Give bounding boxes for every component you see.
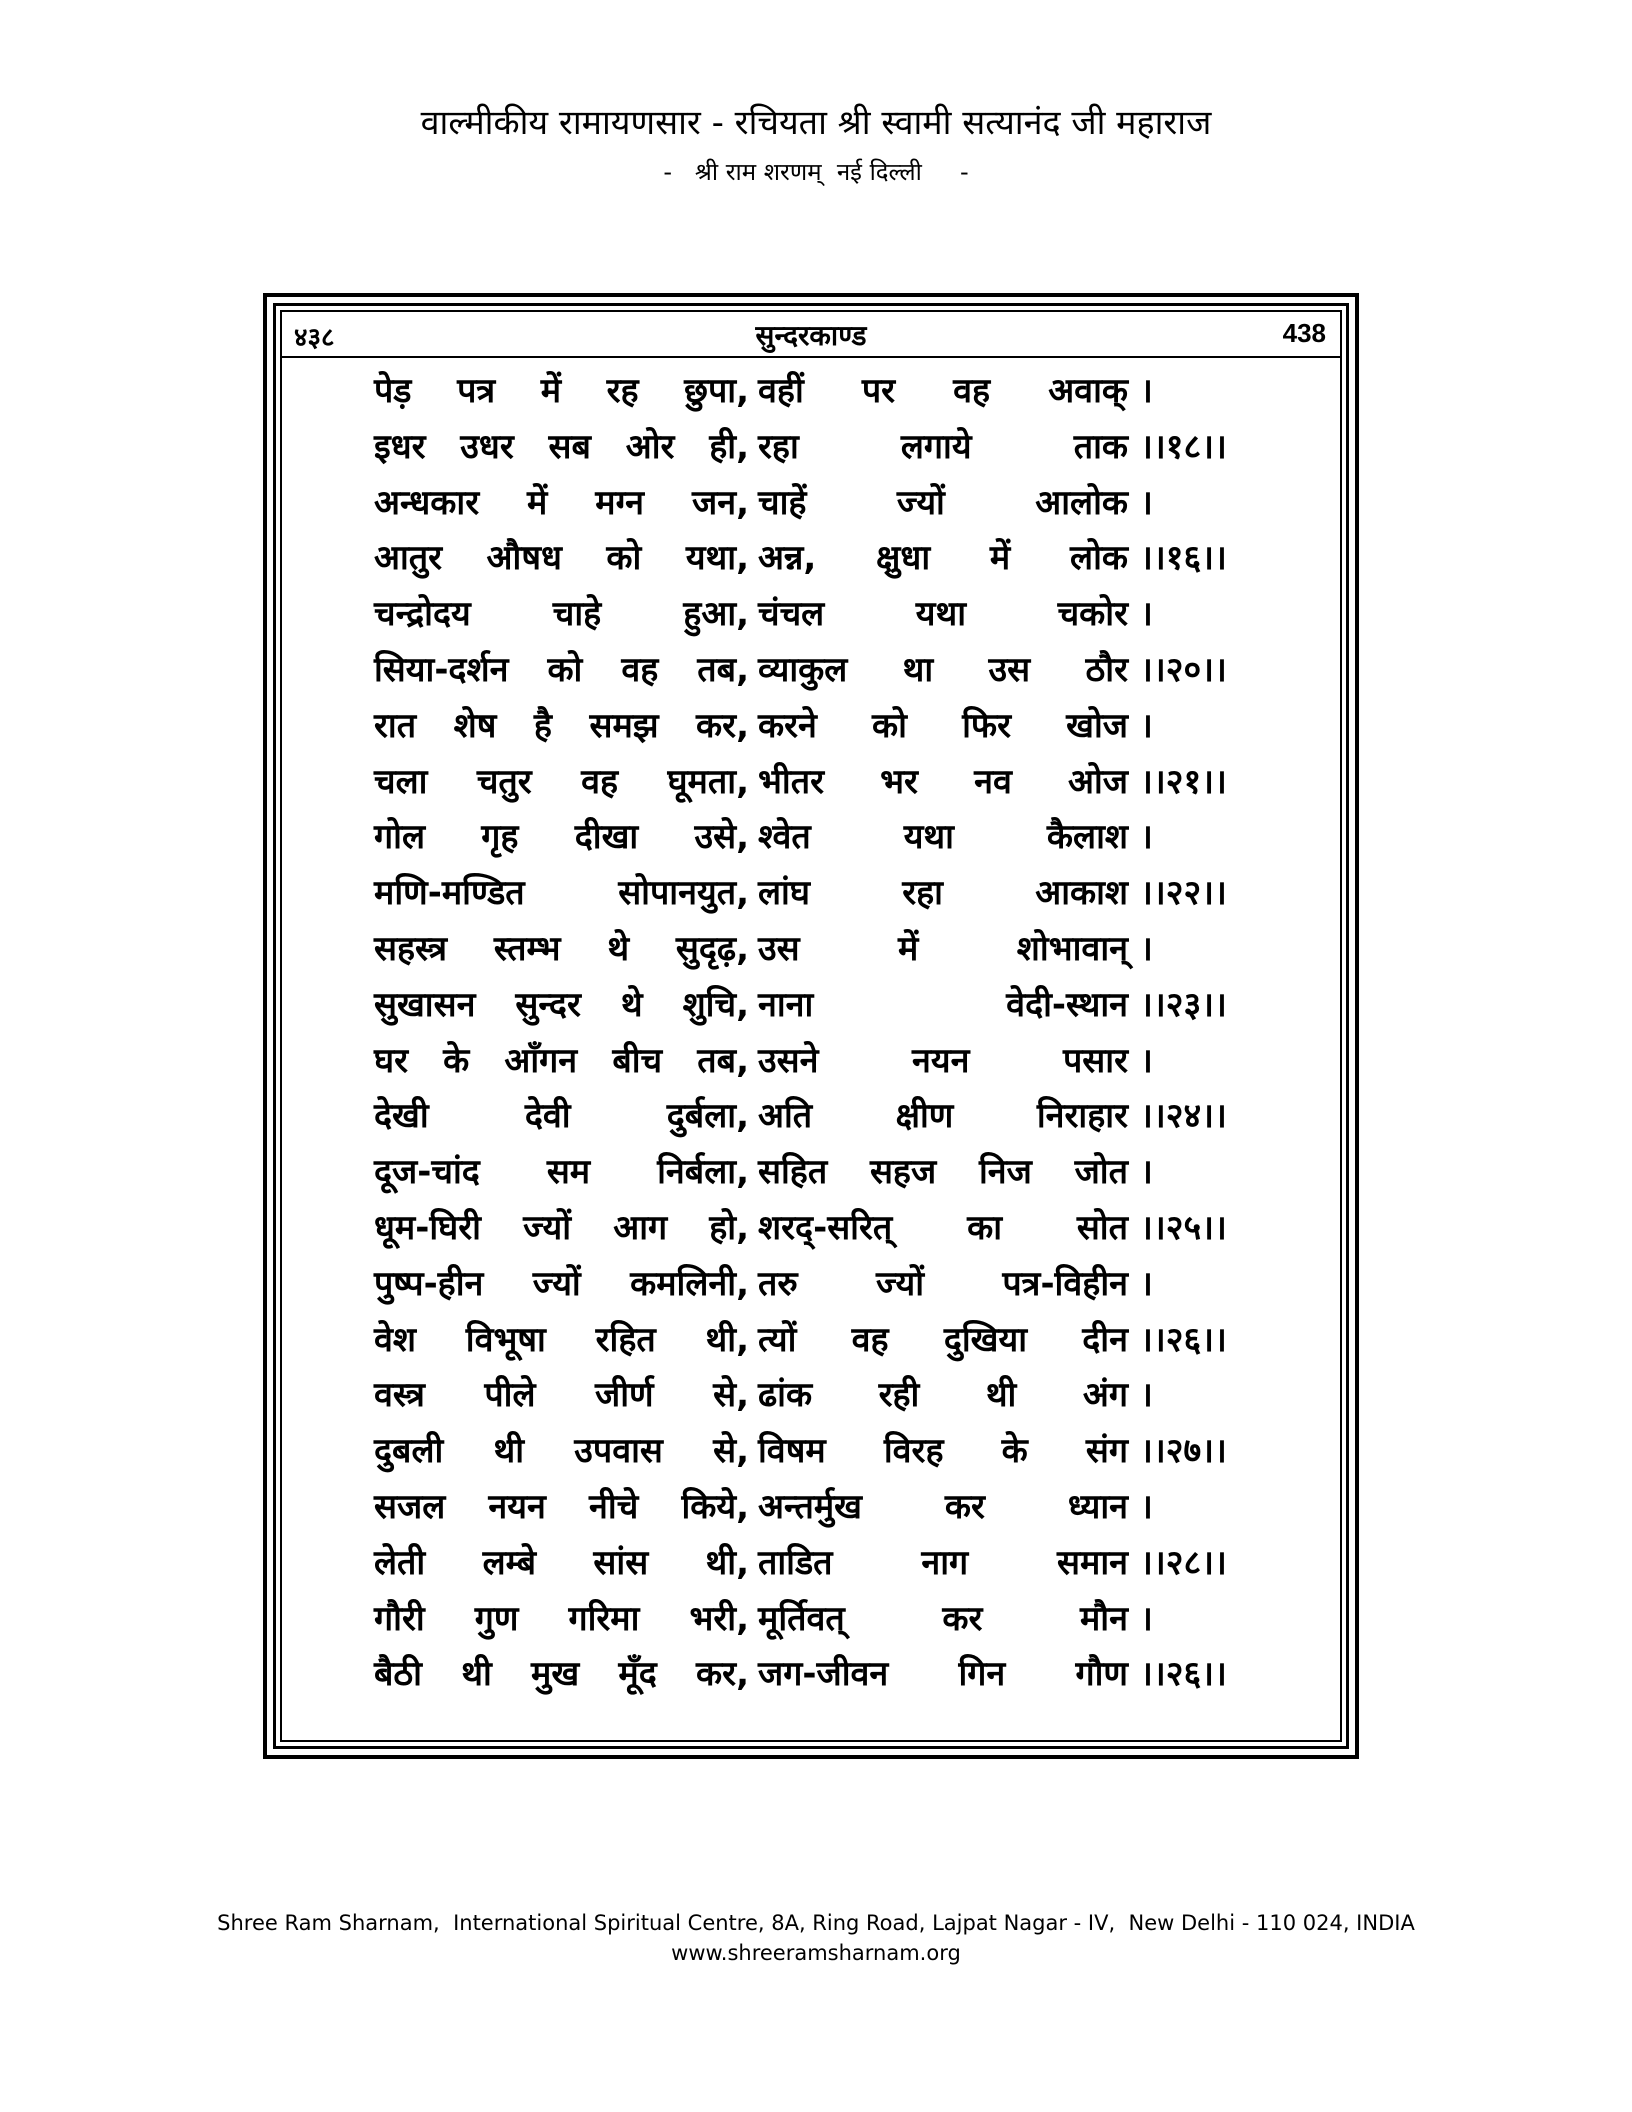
- verse-second-half: त्यों वह दुखिया दीन: [758, 1319, 1128, 1360]
- verse-number: ।।२८।।: [1140, 1542, 1227, 1583]
- verse-second-half: व्याकुल था उस ठौर: [758, 649, 1128, 690]
- verse-second-half: जग-जीवन गिन गौण: [758, 1654, 1128, 1695]
- verse-first-half: पेड़ पत्र में रह छुपा,: [374, 371, 749, 411]
- verse-first-half: दुबली थी उपवास से,: [374, 1431, 749, 1472]
- verse-number: ।।२६।।: [1140, 1319, 1227, 1360]
- verse-number: ।।१६।।: [1140, 538, 1227, 579]
- frame-header: [282, 312, 1340, 358]
- verse-line: [282, 1257, 1340, 1313]
- verse-first-half: सिया-दर्शन को वह तब,: [374, 649, 749, 690]
- verse-first-half: अन्धकार में मग्न जन,: [374, 482, 749, 523]
- verse-first-half: दूज-चांद सम निर्बला,: [374, 1152, 749, 1193]
- verse-number: ।: [1140, 482, 1153, 523]
- verse-first-half: गौरी गुण गरिमा भरी,: [374, 1598, 749, 1639]
- verse-first-half: मणि-मण्डित सोपानयुत,: [374, 873, 749, 914]
- verse-line: [282, 866, 1340, 922]
- verse-line: [282, 476, 1340, 532]
- verse-line: [282, 978, 1340, 1034]
- verse-second-half: विषम विरह के संग: [758, 1431, 1128, 1472]
- page-footer: [0, 1908, 1632, 1968]
- header-title: वाल्मीकीय रामायणसार - रचियता श्री स्वामी सत्यानंद जी महाराज: [420, 103, 1212, 143]
- verse-number: ।: [1140, 1598, 1153, 1639]
- verse-second-half: भीतर भर नव ओज: [758, 761, 1128, 802]
- verse-line: [282, 922, 1340, 978]
- verse-line: [282, 1313, 1340, 1369]
- verse-second-half: ताडित नाग समान: [758, 1542, 1128, 1583]
- verse-number: ।: [1140, 1375, 1153, 1416]
- verse-line: [282, 810, 1340, 866]
- verse-second-half: लांघ रहा आकाश: [758, 873, 1128, 914]
- verse-list: [282, 364, 1340, 1703]
- verse-line: [282, 1592, 1340, 1648]
- text-frame: [263, 293, 1359, 1759]
- verse-line: [282, 643, 1340, 699]
- verse-first-half: रात शेष है समझ कर,: [374, 705, 749, 746]
- verse-number: ।।२४।।: [1140, 1096, 1227, 1137]
- verse-second-half: उसने नयन पसार: [758, 1040, 1128, 1081]
- verse-line: [282, 587, 1340, 643]
- verse-first-half: सहस्त्र स्तम्भ थे सुदृढ़,: [374, 928, 749, 969]
- verse-line: [282, 1480, 1340, 1536]
- verse-second-half: मूर्तिवत् कर मौन: [758, 1598, 1128, 1639]
- verse-first-half: वस्त्र पीले जीर्ण से,: [374, 1375, 749, 1416]
- verse-first-half: लेती लम्बे सांस थी,: [374, 1542, 749, 1583]
- verse-second-half: नाना वेदी-स्थान: [758, 984, 1128, 1025]
- verse-first-half: चन्द्रोदय चाहे हुआ,: [374, 594, 749, 635]
- verse-number: ।।२६।।: [1140, 1654, 1227, 1695]
- verse-line: [282, 1089, 1340, 1145]
- verse-first-half: सुखासन सुन्दर थे शुचि,: [374, 984, 749, 1025]
- verse-first-half: घर के आँगन बीच तब,: [374, 1040, 749, 1081]
- verse-number: ।: [1140, 371, 1153, 411]
- verse-number: ।: [1140, 705, 1153, 746]
- verse-second-half: अति क्षीण निराहार: [758, 1096, 1128, 1137]
- verse-line: [282, 1536, 1340, 1592]
- verse-first-half: धूम-घिरी ज्यों आग हो,: [374, 1207, 749, 1248]
- verse-second-half: ढांक रही थी अंग: [758, 1375, 1128, 1416]
- verse-line: [282, 699, 1340, 755]
- verse-second-half: करने को फिर खोज: [758, 705, 1128, 746]
- verse-second-half: तरु ज्यों पत्र-विहीन: [758, 1263, 1128, 1304]
- verse-first-half: इधर उधर सब ओर ही,: [374, 426, 749, 467]
- frame-content: [280, 310, 1342, 1742]
- verse-number: ।: [1140, 1152, 1153, 1193]
- verse-number: ।: [1140, 1040, 1153, 1081]
- page-number-hindi: ४३८: [294, 323, 335, 353]
- verse-line: [282, 1368, 1340, 1424]
- verse-second-half: उस में शोभावान्: [758, 928, 1128, 969]
- verse-number: ।।२१।।: [1140, 761, 1227, 802]
- verse-second-half: अन्तर्मुख कर ध्यान: [758, 1486, 1128, 1527]
- verse-number: ।: [1140, 1486, 1153, 1527]
- verse-second-half: अन्न, क्षुधा में लोक: [758, 538, 1128, 579]
- verse-line: [282, 1647, 1340, 1703]
- page-header: [0, 100, 1632, 190]
- verse-line: [282, 1145, 1340, 1201]
- verse-line: [282, 1424, 1340, 1480]
- verse-first-half: बैठी थी मुख मूँद कर,: [374, 1654, 749, 1695]
- verse-number: ।।१८।।: [1140, 426, 1227, 467]
- verse-first-half: गोल गृह दीखा उसे,: [374, 817, 749, 858]
- verse-first-half: आतुर औषध को यथा,: [374, 538, 749, 579]
- verse-first-half: सजल नयन नीचे किये,: [374, 1486, 749, 1527]
- verse-line: [282, 1034, 1340, 1090]
- verse-line: [282, 531, 1340, 587]
- verse-number: ।।२७।।: [1140, 1431, 1227, 1472]
- verse-first-half: देखी देवी दुर्बला,: [374, 1096, 749, 1137]
- verse-second-half: रहा लगाये ताक: [758, 426, 1128, 467]
- verse-number: ।।२३।।: [1140, 984, 1227, 1025]
- verse-number: ।।२५।।: [1140, 1207, 1227, 1248]
- verse-second-half: शरद्-सरित् का सोत: [758, 1207, 1128, 1248]
- header-subtitle: - श्री राम शरणम् नई दिल्ली -: [663, 158, 969, 186]
- verse-number: ।।२२।।: [1140, 873, 1227, 914]
- verse-line: [282, 755, 1340, 811]
- verse-number: ।: [1140, 594, 1153, 635]
- frame-border: [273, 303, 1349, 1749]
- verse-first-half: वेश विभूषा रहित थी,: [374, 1319, 749, 1360]
- verse-first-half: चला चतुर वह घूमता,: [374, 761, 749, 802]
- verse-first-half: पुष्प-हीन ज्यों कमलिनी,: [374, 1263, 749, 1304]
- page-number: 438: [1282, 318, 1326, 348]
- footer-address: Shree Ram Sharnam, International Spiritual Centre, 8A, Ring Road, Lajpat Nagar - IV, New Delhi - 110 024, INDIA: [217, 1911, 1415, 1935]
- verse-number: ।: [1140, 928, 1153, 969]
- verse-number: ।: [1140, 817, 1153, 858]
- verse-second-half: सहित सहज निज जोत: [758, 1152, 1128, 1193]
- verse-second-half: वहीं पर वह अवाक्: [758, 371, 1128, 411]
- verse-line: [282, 364, 1340, 420]
- verse-line: [282, 1201, 1340, 1257]
- verse-number: ।।२०।।: [1140, 649, 1227, 690]
- verse-second-half: चंचल यथा चकोर: [758, 594, 1128, 635]
- verse-second-half: श्वेत यथा कैलाश: [758, 817, 1128, 858]
- verse-second-half: चाहें ज्यों आलोक: [758, 482, 1128, 523]
- chapter-title: सुन्दरकाण्ड: [755, 319, 867, 352]
- footer-website[interactable]: www.shreeramsharnam.org: [671, 1941, 961, 1965]
- verse-number: ।: [1140, 1263, 1153, 1304]
- verse-line: [282, 420, 1340, 476]
